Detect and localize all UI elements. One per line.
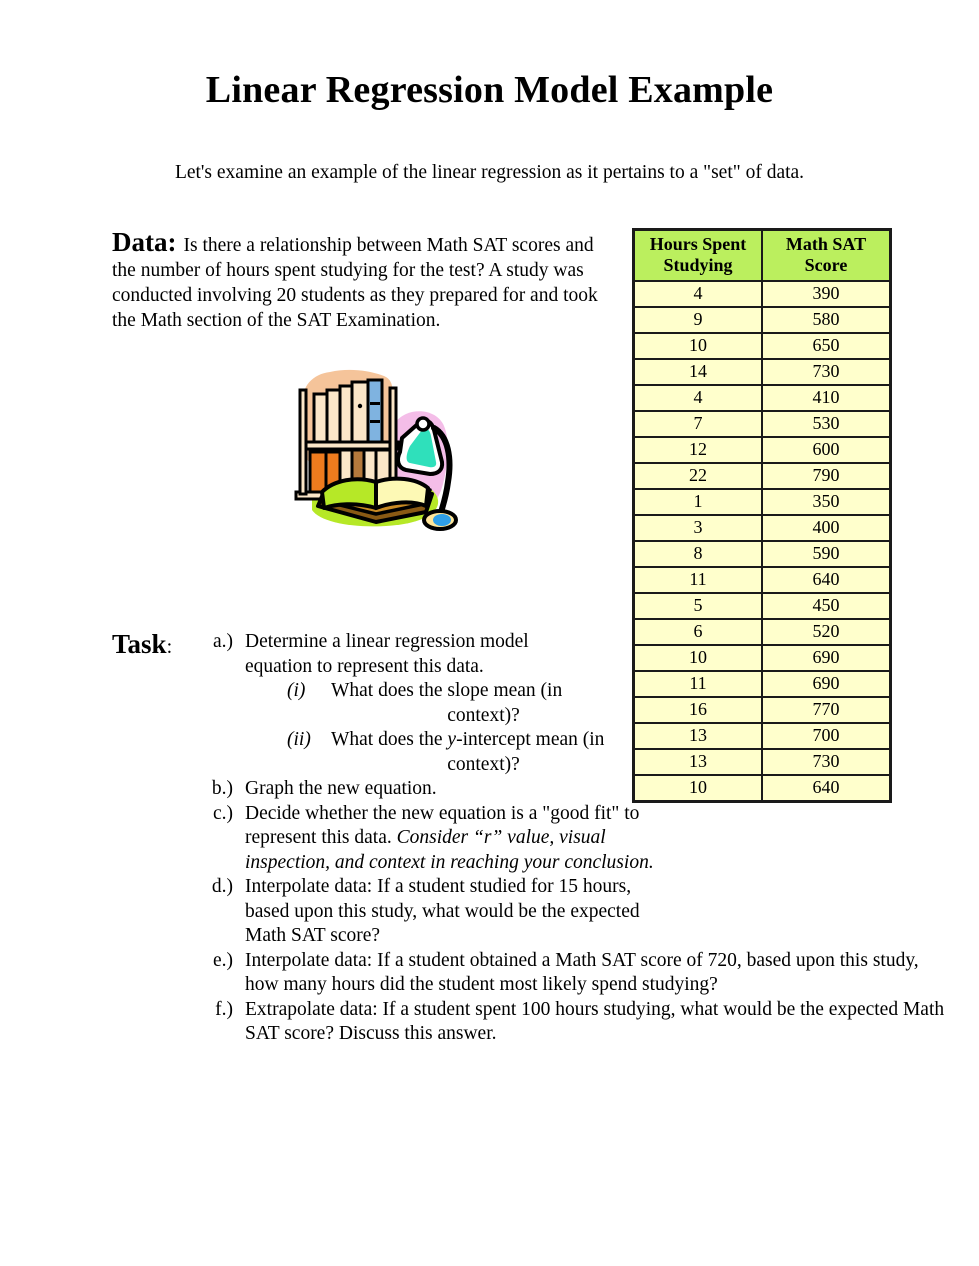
task-label-text: Task — [112, 629, 167, 659]
cell-hours: 6 — [634, 619, 763, 645]
cell-hours: 11 — [634, 567, 763, 593]
cell-hours: 4 — [634, 385, 763, 411]
cell-hours: 12 — [634, 437, 763, 463]
intro-sentence: Let's examine an example of the linear regression as it pertains to a "set" of data. — [174, 162, 805, 183]
table-row — [634, 489, 891, 515]
table-header-row — [634, 230, 891, 282]
cell-hours: 4 — [634, 281, 763, 307]
table-row — [634, 385, 891, 411]
table-row — [634, 645, 891, 671]
task-subtext-ii — [331, 728, 636, 753]
cell-score: 640 — [762, 775, 891, 802]
task-marker-e: e.) — [212, 949, 233, 971]
table-row — [634, 567, 891, 593]
task-item-b — [199, 777, 605, 802]
data-body-text: Is there a relationship between Math SAT scores and the number of hours spent studying for the test? A study was conducted involving 20 students as they prepared for and took the Math section of the SAT Examination. — [112, 235, 598, 331]
task-label-colon: : — [166, 636, 173, 658]
table-row — [634, 307, 891, 333]
task-note-c: Consider “r” value, visual inspection, and context in reaching your conclusion. — [245, 827, 654, 873]
table-row — [634, 515, 891, 541]
data-table-container — [632, 228, 892, 803]
task-submarker-i: (i) — [287, 680, 306, 701]
variable-y: y — [447, 729, 457, 750]
task-label — [112, 629, 173, 659]
table-row — [634, 593, 891, 619]
books-lamp-open-book-clipart — [290, 366, 465, 544]
cell-score: 350 — [762, 489, 891, 515]
cell-score: 590 — [762, 541, 891, 567]
task-marker-d: d.) — [211, 876, 233, 897]
task-marker-c: c.) — [212, 802, 233, 824]
task-subtext-i: What does the slope mean (in — [331, 680, 563, 701]
task-marker-f: f.) — [215, 998, 233, 1020]
page-title: Linear Regression Model Example — [205, 69, 774, 111]
cell-hours: 13 — [634, 749, 763, 775]
cell-hours: 8 — [634, 541, 763, 567]
cell-score: 640 — [762, 567, 891, 593]
table-row — [634, 671, 891, 697]
table-row — [634, 463, 891, 489]
data-paragraph — [112, 227, 620, 333]
table-body — [634, 281, 891, 802]
task-marker-b: b.) — [211, 778, 233, 799]
task-subtext-ii-cont: context)? — [447, 753, 520, 775]
cell-score: 700 — [762, 723, 891, 749]
task-submarker-ii: (ii) — [287, 729, 311, 750]
cell-score: 410 — [762, 385, 891, 411]
column-header-score: Math SAT Score — [762, 230, 891, 282]
table-row — [634, 333, 891, 359]
cell-score: 450 — [762, 593, 891, 619]
task-subtext-i-cont: context)? — [447, 704, 520, 726]
cell-score: 390 — [762, 281, 891, 307]
cell-score: 400 — [762, 515, 891, 541]
data-section — [112, 227, 620, 333]
table-row — [634, 749, 891, 775]
task-text-e: Interpolate data: If a student obtained a Math SAT score of 720, based upon this study, how many hours did the student most likely spend studying? — [245, 949, 919, 995]
cell-hours: 11 — [634, 671, 763, 697]
table-row — [634, 619, 891, 645]
task-item-c — [199, 802, 665, 876]
task-subtext-ii-after: -intercept mean (in — [456, 729, 605, 750]
column-header-hours: Hours Spent Studying — [634, 230, 763, 282]
data-label: Data: — [112, 227, 177, 257]
table-row — [634, 541, 891, 567]
cell-hours: 13 — [634, 723, 763, 749]
table-row — [634, 281, 891, 307]
cell-hours: 1 — [634, 489, 763, 515]
cell-score: 770 — [762, 697, 891, 723]
cell-hours: 14 — [634, 359, 763, 385]
task-text-a: Determine a linear regression model equation to represent this data. — [245, 631, 529, 677]
cell-hours: 9 — [634, 307, 763, 333]
sat-study-data-table — [632, 228, 892, 803]
table-row — [634, 697, 891, 723]
task-marker-a: a.) — [212, 631, 233, 652]
cell-hours: 16 — [634, 697, 763, 723]
table-row — [634, 775, 891, 802]
task-text-f: Extrapolate data: If a student spent 100 hours studying, what would be the expected Math SAT score? Discuss this answer. — [245, 998, 945, 1044]
task-sublist-a — [287, 679, 605, 777]
cell-score: 730 — [762, 359, 891, 385]
cell-hours: 5 — [634, 593, 763, 619]
task-item-e — [199, 949, 955, 998]
table-row — [634, 411, 891, 437]
cell-hours: 10 — [634, 333, 763, 359]
cell-score: 530 — [762, 411, 891, 437]
task-text-d: Interpolate data: If a student studied for 15 hours, based upon this study, what would be the expected Math SAT score? — [245, 876, 640, 946]
table-head — [634, 230, 891, 282]
cell-score: 730 — [762, 749, 891, 775]
cell-score: 650 — [762, 333, 891, 359]
task-text-b: Graph the new equation. — [245, 778, 437, 799]
cell-score: 690 — [762, 645, 891, 671]
cell-hours: 3 — [634, 515, 763, 541]
cell-hours: 7 — [634, 411, 763, 437]
table-row — [634, 723, 891, 749]
task-text-c: Decide whether the new equation is a "good fit" to represent this data. — [245, 802, 640, 848]
task-subtext-ii-before: What does the — [331, 729, 448, 750]
task-item-a — [199, 630, 605, 777]
cell-hours: 22 — [634, 463, 763, 489]
cell-score: 690 — [762, 671, 891, 697]
cell-hours: 10 — [634, 775, 763, 802]
cell-score: 600 — [762, 437, 891, 463]
cell-score: 790 — [762, 463, 891, 489]
cell-score: 580 — [762, 307, 891, 333]
cell-hours: 10 — [634, 645, 763, 671]
cell-score: 520 — [762, 619, 891, 645]
table-row — [634, 437, 891, 463]
task-item-d — [199, 875, 645, 949]
task-subitem-a-ii — [287, 728, 636, 777]
task-item-f — [199, 998, 955, 1047]
task-subitem-a-i — [287, 679, 636, 728]
table-row — [634, 359, 891, 385]
